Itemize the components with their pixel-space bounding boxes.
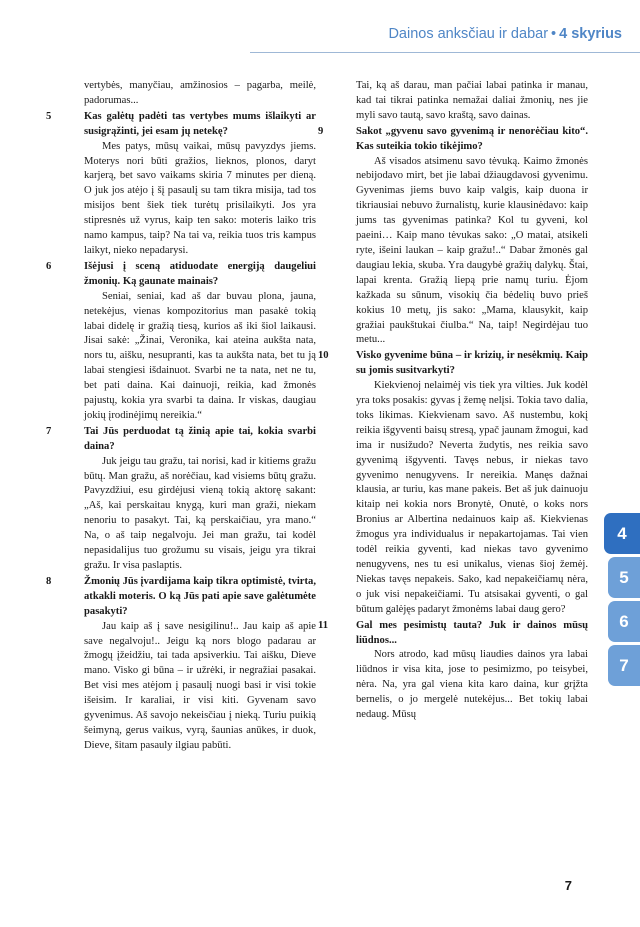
chapter-tab-5[interactable]: 5: [608, 557, 640, 598]
answer-paragraph: Nors atrodo, kad mūsų liaudies dainos yra labai liūdnos ir visa kita, jose to pesimizmo, po teisybei, nėra. Na, yra gal viena kita karo daina, kur grįžta bernelis, o jo mergelė nutekėjus... Bet tokių labai nedaug. Mūsų: [356, 649, 588, 721]
question-number: 9: [318, 125, 324, 137]
answer-paragraph: Kiekvienoj nelaimėj vis tiek yra vilties. Juk kodėl yra toks posakis: gyvas į žemę nelįsi. Tokia tavo dalia, toks likimas. Kiekvienam savo. Aš nustembu, kokį reikia išgyventi baisų stresą, ypač jaunam žmogui, kad ima ir nusižudo? Neverta žudytis, nes reikia savo gyvenimą išgyventi. Tavęs nebus, ir niekas tavo gyvenimo nenugyvens. Ir nereikia. Manęs dažnai klausia, ar turiu, kas mane pakeis. Bet aš juk dainuoju kitaip nei kokia nors Bronytė, Onutė, o koks nors Bronius ar Albertina nedainuos kaip aš. Kiekvienas žmogus yra individualus ir nepakartojamas. Tai vien todėl reikia gyventi, kad niekas tavo gyvenimo nenugyvens, nes tu esi unikalus, vienas šioj žemėj. Niekas tavęs nepakeis. Sako, kad nepakeičiamų nėra, o juk visi nepakeičiami. Tu atsisakai gyventi, o gal būtum galėjęs padaryt žmonėms labai daug gero?: [356, 380, 588, 615]
question-6: [46, 260, 316, 290]
question-text: Gal mes pesimistų tauta? Juk ir dainos mūsų liūdnos...: [356, 619, 588, 646]
chapter-tab-6[interactable]: 6: [608, 601, 640, 642]
question-number: 11: [318, 619, 329, 631]
book-title: Dainos anksčiau ir dabar: [388, 26, 549, 42]
question-number: 8: [46, 575, 52, 587]
question-number: 6: [46, 260, 52, 272]
question-text: Išėjusi į sceną atiduodate energiją daugeliui žmonių. Ką gaunate mainais?: [84, 260, 316, 287]
header-bullet: •: [551, 26, 557, 42]
question-7: [46, 425, 316, 455]
answer-paragraph: Jau kaip aš į save nesigilinu!.. Jau kaip aš apie save negalvoju!.. Jeigu ką nors blogo padarau ar žmogų įžeidžiu, tai tada apsiverkiu. Tai aišku, Dieve mano. Visko gi būna – ir užrėki, ir negražiai pasakai. Bet visi mes atėjom į pasaulį nuogi basi ir visi tokie išeisim. Ir karaliai, ir visi kiti. Gyvenam savo gyvenimus. Aš savojo nekeisčiau į nieką. Turiu puikią šeimyną, gerus vaikus, vyrą, šaunias anūkes, ir duok, Dieve, šitam pasauly ilgiau pabūti.: [84, 620, 316, 751]
question-text: Kas galėtų padėti tas vertybes mums išlaikyti ar susigrąžinti, jei esam jų netekę?: [84, 110, 316, 137]
header-rule: [250, 52, 640, 53]
question-9: [318, 125, 588, 155]
left-column: [46, 79, 316, 754]
chapter-label: 4 skyrius: [559, 26, 622, 42]
running-header: [388, 26, 622, 42]
question-text: Žmonių Jūs įvardijama kaip tikra optimistė, tvirta, atkakli moteris. O ką Jūs pati apie save galėtumėte pasakyti?: [84, 575, 316, 617]
chapter-tabs: [608, 513, 640, 689]
answer-paragraph: Mes patys, mūsų vaikai, mūsų pavyzdys jiems. Moterys nori būti gražios, lieknos, plonos, daryt karjerą, bet savo vaikams skiria 7 minutes per dieną. O juk jos atėjo į šį pasaulį su tam tikra misija, tad tos misijos bent šiek tiek turėtų prisilaikyti. Jos yra stipresnės už vyrus, kaip ten sako: moteris laiko tris namo kampus, taip? Na tai va, reikia tuos tris kampus laikyt, nieko nepadarysi.: [84, 140, 316, 256]
answer-paragraph: Seniai, seniai, kad aš dar buvau plona, jauna, netekėjus, vienas kompozitorius man pasakė tokią labai didelę ir gražią tiesą, kurios aš iki šiol laikausi. Jisai sakė: „Žinai, Veronika, kai ateina aukšta nata, nors tu, aišku, nesupranti, kas ta aukšta nata, bet tu ją labai stengiesi išdainuot. Svarbi ne ta nata, net ne tu, bet pati daina. Kai dainuoji, reikia, kad žmonės pajustų, kokia yra svarbi ta daina. Ir viskas, daugiau jokių įrodinėjimų nereikia.“: [84, 290, 316, 421]
question-number: 5: [46, 110, 52, 122]
paragraph: vertybės, manyčiau, amžinosios – pagarba, meilė, padorumas...: [84, 80, 316, 106]
chapter-tab-7[interactable]: 7: [608, 645, 640, 686]
question-5: [46, 110, 316, 140]
chapter-tab-4[interactable]: 4: [604, 513, 640, 554]
page-number: 7: [564, 878, 572, 893]
right-column: [318, 79, 588, 723]
question-text: Sakot „gyvenu savo gyvenimą ir nenorėčiau kito“. Kas suteikia tokio tikėjimo?: [356, 125, 588, 152]
question-text: Tai Jūs perduodat tą žinią apie tai, kokia svarbi daina?: [84, 425, 316, 452]
question-number: 10: [318, 350, 329, 362]
answer-paragraph: Aš visados atsimenu savo tėvuką. Kaimo žmonės nebijodavo mirt, bet jie labai džiaugdavosi gyvenimu. Gyvenimas jiems buvo kaip valgis, kaip duona ir tikriausiai nebuvo žurnalistų, kurie klausinėdavo: kaip jums tas gyvenimas patinka? Kol tu gyveni, kol paeini… Kaip mano tėvukas sako: „O matai, atsikeli ryte, išeini laukan – kaip gražu!..“ Dabar žmonės gal daugiau lekia, skuba. Yra daugybė gražių dalykų. Štai, lapai krenta. Gražią liepą prie namų turiu. Ėjom kažkada su sūnum, visokių čia bėdelių buvo prieš kokius 10 metų, jis sako: „Mama, klausykit, kaip gražiai paukštukai čiulba.“ Na, taip! Negirdėjau tuo metu...: [356, 155, 588, 346]
question-10: [318, 349, 588, 379]
question-text: Visko gyvenime būna – ir krizių, ir nesėkmių. Kaip su jomis susitvarkyti?: [356, 350, 588, 377]
question-number: 7: [46, 425, 52, 437]
answer-paragraph: Juk jeigu tau gražu, tai norisi, kad ir kitiems gražu būtų. Man gražu, aš norėčiau, kad visiems būtų gražu. Pavyzdžiui, esu girdėjusi vieną tokią aktorę sakant: „Aš, kai perskaitau knygą, kuri man graži, niekam nenoriu to pasakyt. Tai, ką perskaičiau, yra mano.“ Na, o aš taip negalvoju. Jei man gražu, tai kodėl nepasidalijus tuo grožumu su visais, jeigu yra tikrai gražu. Ir visa paslaptis.: [84, 455, 316, 571]
paragraph: Tai, ką aš darau, man pačiai labai patinka ir manau, kad tai tikrai patinka nemažai daliai žmonių, nes jie myli savo tautą, savo kraštą, savo dainas.: [356, 80, 588, 121]
question-8: [46, 575, 316, 620]
question-11: [318, 619, 588, 649]
